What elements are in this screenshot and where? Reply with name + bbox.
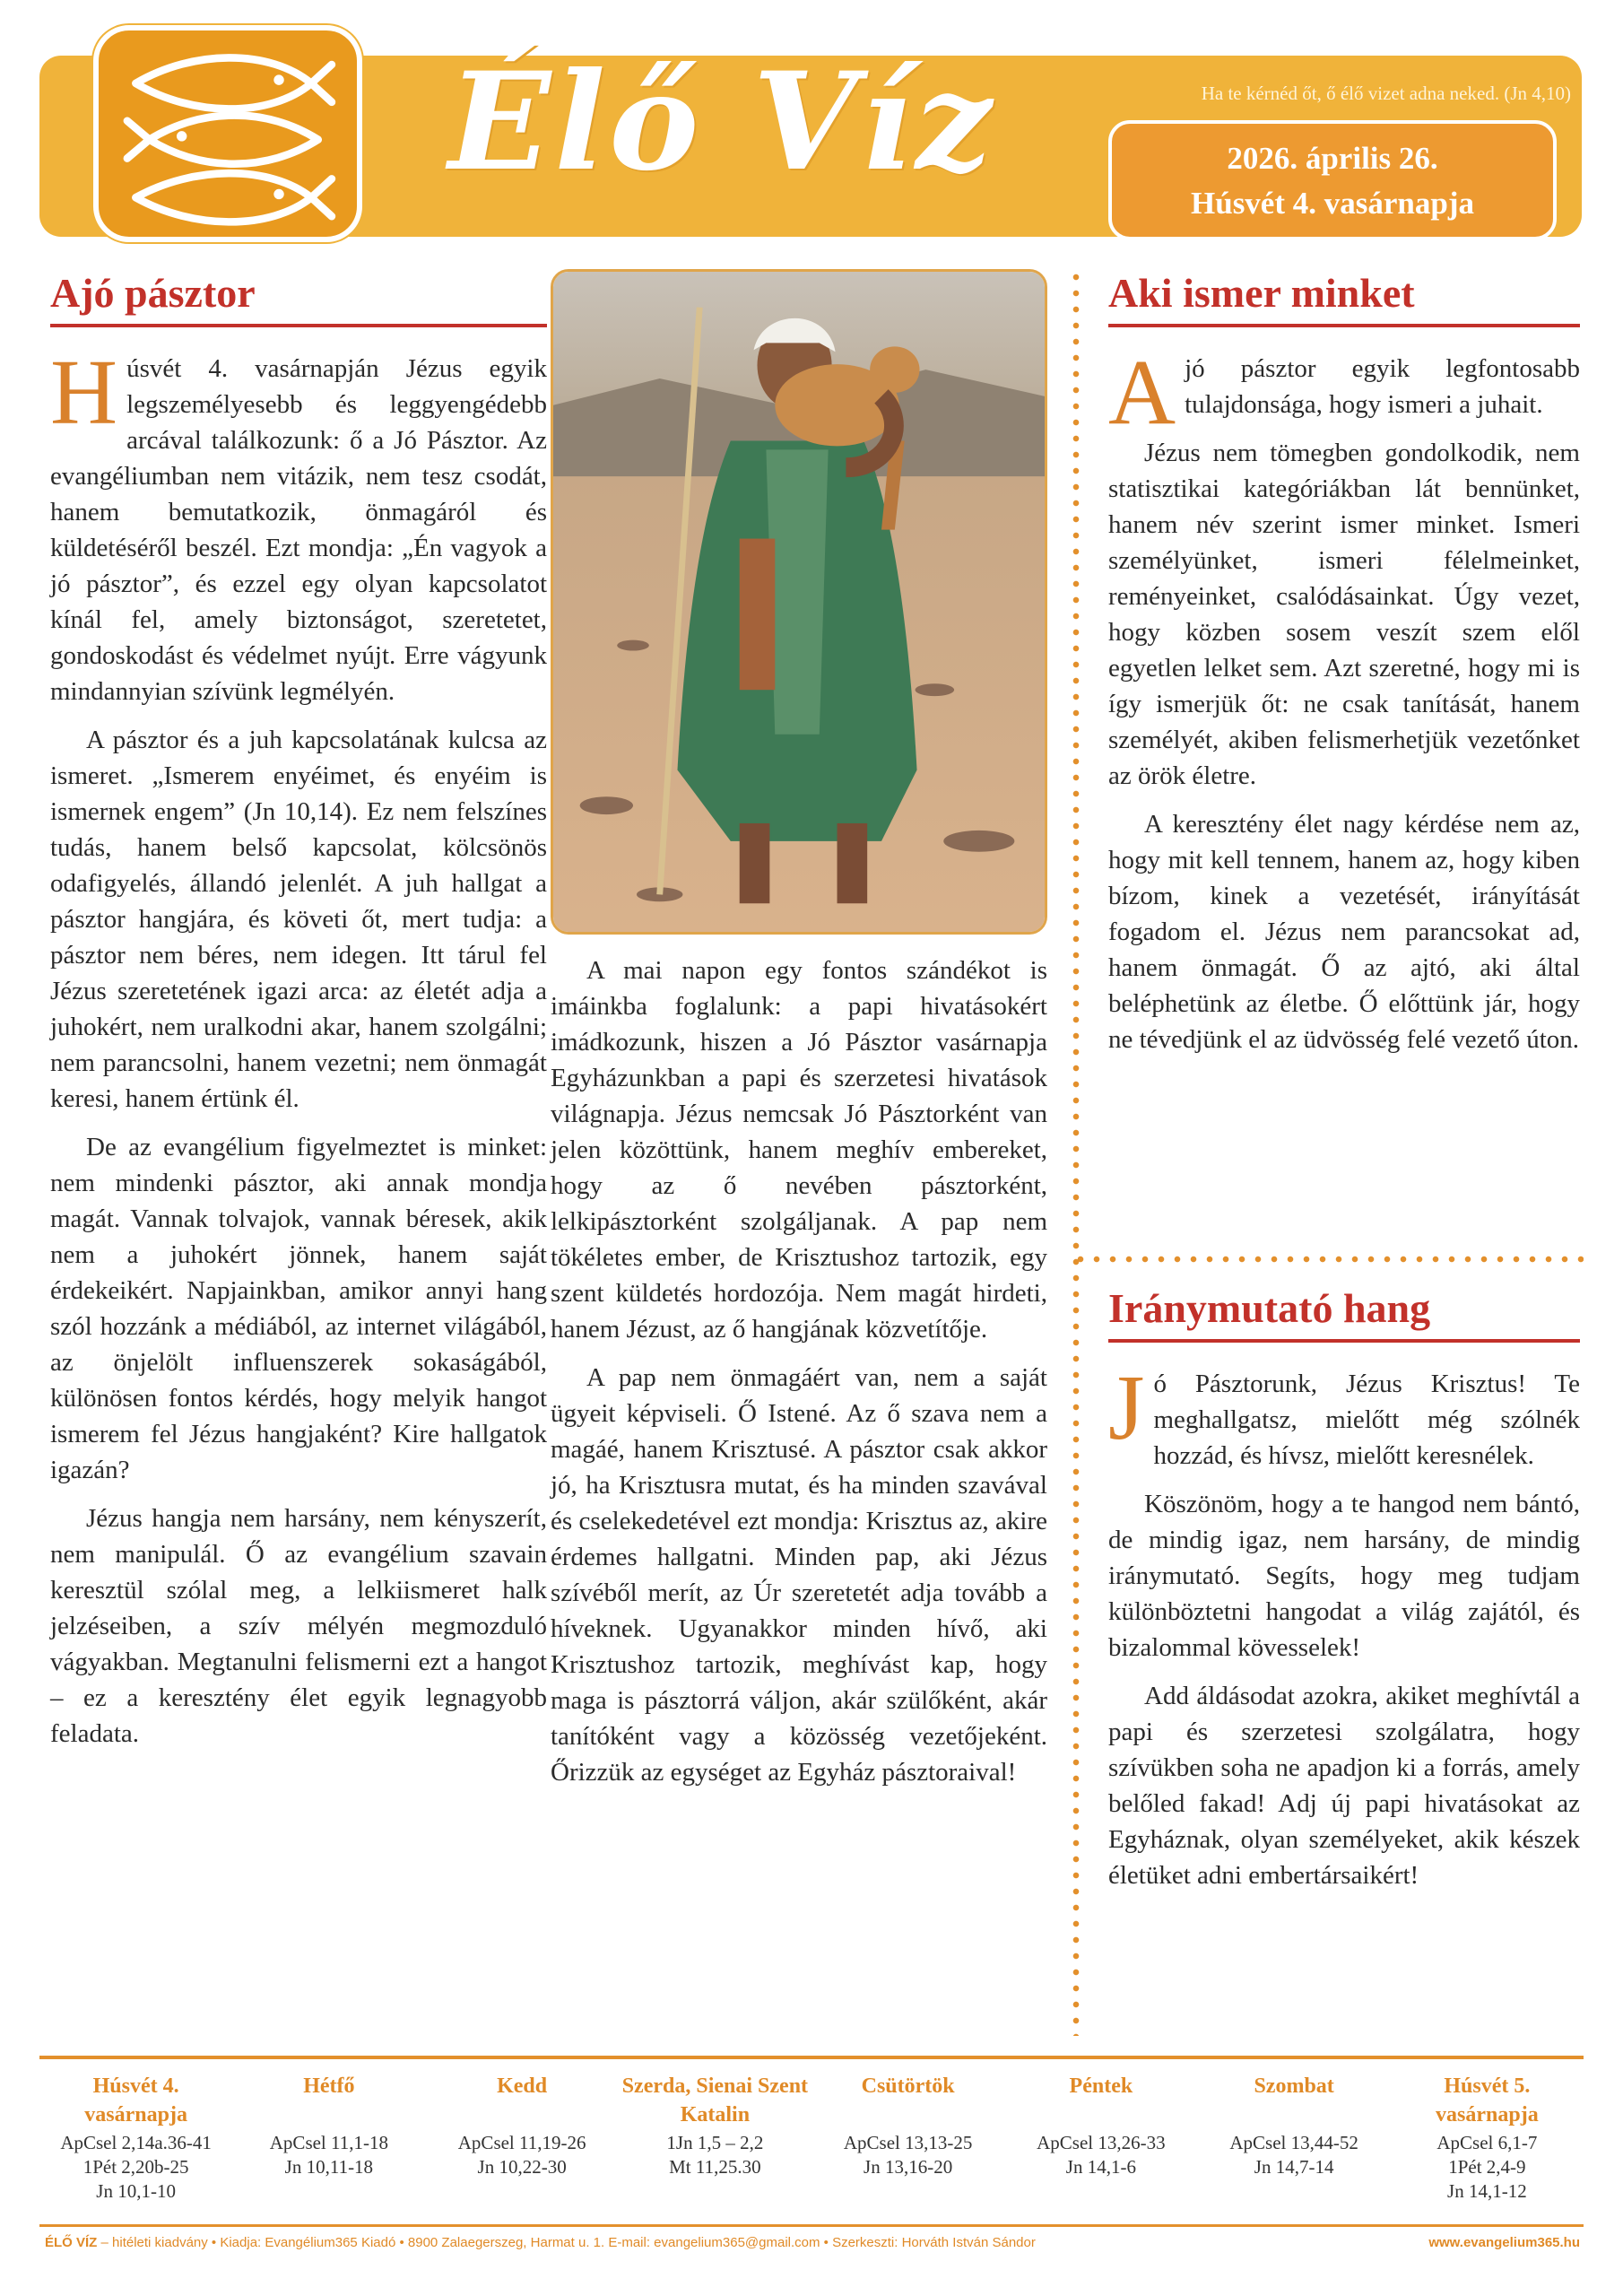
reading-ref: ApCsel 11,19-26 [457, 2132, 586, 2153]
reading-ref: ApCsel 13,26-33 [1037, 2132, 1166, 2153]
reading-ref: Jn 14,1-12 [1447, 2180, 1527, 2202]
publisher-info [45, 2235, 1036, 2250]
reading-ref: Jn 14,7-14 [1254, 2156, 1334, 2178]
paragraph: Jó Pásztorunk, Jézus Krisztus! Te meghallgatsz, mielőtt még szólnék hozzád, és hívsz, mielőtt keresnélek. [1108, 1356, 1580, 1470]
section-separator [1072, 1256, 1584, 1263]
reading-day-name: Szombat [1254, 2074, 1334, 2098]
fish-logo [93, 25, 362, 242]
article-title: Ajó pásztor [50, 269, 547, 327]
reading-day [1391, 2072, 1584, 2224]
paragraph: De az evangélium figyelmeztet is minket: nem mindenki pásztor, aki annak mondja magát. Vannak tolvajok, vannak béresek, akik nem a juhokért jönnek, hanem saját érdekeikért. Napjainkban, amikor annyi hang szól hozzánk a médiából, az internet világából, az önjelölt influenszerek sokaságából, különösen fontos kérdés, hogy melyik hangot ismerem fel Jézus hangjaként? Kire hallgatok igazán? [50, 1133, 547, 1484]
article-body [1108, 1356, 1580, 1893]
reading-ref: ApCsel 13,13-25 [843, 2132, 973, 2153]
reading-day-name: Hétfő [303, 2074, 355, 2098]
reading-ref: ApCsel 11,1-18 [269, 2132, 388, 2153]
weekly-readings [39, 2072, 1584, 2224]
article-body [50, 341, 547, 1752]
paragraph: A pap nem önmagáért van, nem a saját ügyeit képviseli. Ő Istené. Az ő szava nem a magáé, hanem Krisztusé. A pásztor csak akkor jó, ha Krisztusra mutat, és ha minden szavával és cselekedetével ezt mondja: Krisztus az, akire érdemes hallgatni. Minden pap, aki Jézus szívéből merít, az Úr szeretetét adja tovább a híveknek. Ugyanakkor minden hívő, aki Krisztushoz tartozik, meghívást kap, hogy maga is pásztorrá váljon, akár szülőként, akár tanítóként vagy a közösség vezetőjeként. Őrizzük az egységet az Egyház pásztoraival! [551, 1363, 1047, 1787]
publisher-details: – hitéleti kiadvány • Kiadja: Evangélium365 Kiadó • 8900 Zalaegerszeg, Harmat u. 1. E-mail: evangelium365@gmail.com • Szerkeszti: Horváth István Sándor [97, 2235, 1036, 2250]
reading-ref: Jn 10,11-18 [284, 2156, 374, 2178]
reading-day-name: Szerda, Sienai Szent Katalin [621, 2074, 809, 2126]
article-right-top [1108, 269, 1580, 1070]
paragraph: A pásztor és a juh kapcsolatának kulcsa az ismeret. „Ismerem enyéimet, és enyéim is ismernek engem” (Jn 10,14). Ez nem felszínes tudás, hanem belső kapcsolat, kölcsönös odafigyelés, állandó jelenlét. A juh hallgat a pásztor hangjára, és követi őt, mert tudja: a pásztor nem béres, nem idegen. Itt tárul fel Jézus szeretetének igazi arca: az életét adja a juhokért, nem uralkodni akar, hanem szolgálni; nem parancsolni, hanem vezetni; nem önmagát keresi, hanem értünk él. [50, 726, 547, 1113]
shepherd-image [553, 272, 1045, 932]
article-body [551, 952, 1047, 1790]
paragraph: A keresztény élet nagy kérdése nem az, hogy mit kell tennem, hanem az, hogy kiben bízom, kinek a vezetését, irányítását fogadom el. Jézus nem parancsokat ad, hanem önmagát. Ő az ajtó, aki által beléphetünk az életbe. Ő előttünk jár, hogy ne tévedjünk el az üdvösség felé vezető úton. [1108, 810, 1580, 1054]
article-title: Aki ismer minket [1108, 269, 1580, 327]
article-middle [551, 269, 1047, 1803]
reading-ref: 1Pét 2,20b-25 [82, 2156, 189, 2178]
paragraph: A mai napon egy fontos szándékot is imáinkba foglalunk: a papi hivatásokért imádkozunk, hiszen a Jó Pásztor vasárnapja Egyházunkban a papi és szerzetesi hivatások világnapja. Jézus nemcsak Jó Pásztorként van jelen közöttünk, hanem meghív embereket, hogy az ő nevében pásztorként, lelkipásztorként szolgáljanak. A pap nem tökéletes ember, de Krisztushoz tartozik, egy szent küldetés hordozója. Nem magát hirdeti, hanem Jézust, az ő hangjának közvetítője. [551, 956, 1047, 1344]
reading-day [1004, 2072, 1197, 2224]
reading-ref: 1Jn 1,5 – 2,2 [666, 2132, 764, 2153]
reading-ref: Jn 14,1-6 [1065, 2156, 1136, 2178]
paragraph: Jézus hangja nem harsány, nem kényszerít, nem manipulál. Ő az evangélium szavain keresztül szólal meg, a lelkiismeret halk jelzéseiben, a szív mélyén megmozduló vágyakban. Megtanulni felismerni ezt a hangot – ez a keresztény élet egyik legnagyobb feladata. [50, 1504, 547, 1748]
footer-divider [39, 2224, 1584, 2227]
reading-day [812, 2072, 1004, 2224]
issue-occasion: Húsvét 4. vasárnapja [1191, 186, 1474, 221]
reading-ref: Jn 13,16-20 [864, 2156, 953, 2178]
article-right-bottom [1108, 1284, 1580, 1906]
website-link[interactable]: www.evangelium365.hu [1428, 2235, 1580, 2250]
reading-day [619, 2072, 812, 2224]
issue-date: 2026. április 26. [1227, 141, 1438, 176]
reading-ref: ApCsel 2,14a.36-41 [60, 2132, 212, 2153]
reading-ref: Mt 11,25.30 [669, 2156, 761, 2178]
article-left [50, 269, 547, 1764]
shepherd-photo [551, 269, 1047, 935]
reading-day [232, 2072, 425, 2224]
paragraph: Köszönöm, hogy a te hangod nem bántó, de mindig igaz, nem harsány, de mindig iránymutató. Segíts, hogy meg tudjam különböztetni hangodat a világ zajától, és bizalommal kövesselek! [1108, 1490, 1580, 1662]
reading-day [1198, 2072, 1391, 2224]
reading-ref: ApCsel 6,1-7 [1436, 2132, 1538, 2153]
drop-cap: A [1108, 341, 1176, 444]
reading-day-name: Húsvét 4. vasárnapja [84, 2074, 187, 2126]
reading-day-name: Csütörtök [861, 2074, 955, 2098]
masthead-title: Élő Víz [448, 43, 996, 201]
date-box [1108, 120, 1557, 240]
paragraph: Ajó pásztor egyik legfontosabb tulajdonsága, hogy ismeri a juhait. [1108, 341, 1580, 444]
publication-name: ÉLŐ VÍZ [45, 2235, 98, 2250]
reading-day [39, 2072, 232, 2224]
reading-day-name: Kedd [497, 2074, 548, 2098]
reading-day-name: Húsvét 5. vasárnapja [1436, 2074, 1539, 2126]
drop-cap: H [50, 341, 118, 444]
article-body [1108, 341, 1580, 1057]
fish-icon [99, 30, 357, 237]
footer [45, 2235, 1580, 2262]
reading-day-name: Péntek [1069, 2074, 1133, 2098]
masthead-motto: Ha te kérnéd őt, ő élő vizet adna neked. (Jn 4,10) [1201, 83, 1571, 104]
drop-cap: J [1108, 1356, 1145, 1459]
paragraph: Jézus nem tömegben gondolkodik, nem statisztikai kategóriákban lát bennünket, hanem név szerint ismer minket. Ismeri személyünket, ismeri félelmeinket, reményeinket, csalódásainkat. Úgy vezet, hogy közben sosem veszít szem elől egyetlen lelket sem. Azt szeretné, hogy mi is így ismerjük őt: ne csak tanítását, hanem személyét, akiben felismerhetjük vezetőnket az örök életre. [1108, 439, 1580, 790]
readings-divider [39, 2056, 1584, 2059]
article-title: Iránymutató hang [1108, 1284, 1580, 1343]
paragraph: Add áldásodat azokra, akiket meghívtál a papi és szerzetesi szolgálatra, hogy szívükben soha ne apadjon ki a forrás, amely belőled fakad! Adj új papi hivatásokat az Egyháznak, olyan személyeket, akik készek életüket adni embertársaikért! [1108, 1682, 1580, 1890]
reading-ref: Jn 10,22-30 [477, 2156, 567, 2178]
reading-day [426, 2072, 619, 2224]
column-separator [1072, 269, 1080, 2036]
paragraph: Húsvét 4. vasárnapján Jézus egyik legszemélyesebb és leggyengédebb arcával találkozunk: ő a Jó Pásztor. Az evangéliumban nem vitázik, nem tesz csodát, hanem bemutatkozik, önmagáról és küldetéséről beszél. Ezt mondja: „Én vagyok a jó pásztor”, és ezzel egy olyan kapcsolatot kínál fel, amely biztonságot, szeretetet, gondoskodást és védelmet nyújt. Erre vágyunk mindannyian szívünk legmélyén. [50, 341, 547, 706]
reading-ref: ApCsel 13,44-52 [1229, 2132, 1358, 2153]
reading-ref: Jn 10,1-10 [96, 2180, 176, 2202]
reading-ref: 1Pét 2,4-9 [1448, 2156, 1526, 2178]
